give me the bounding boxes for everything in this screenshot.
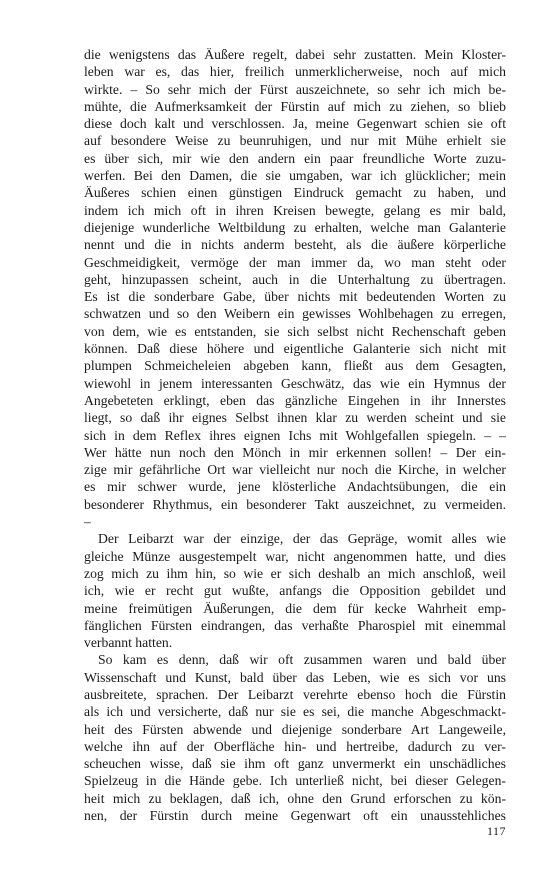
text-line: verbannt hatten. <box>84 635 173 651</box>
text-line: heit des Fürsten abwende und diejenige sonderbare Art Langeweile, <box>84 721 506 737</box>
text-line: ausbreitete, sprachen. Der Leibarzt verehrte ebenso hoch die Fürstin <box>84 686 506 702</box>
text-line: zige mir gefährliche Ort war vielleicht nur noch die Kirche, in welcher <box>84 462 506 478</box>
text-line: ich, wie er recht gut wußte, anfangs die Opposition gebildet und <box>84 583 506 599</box>
text-line: zog mich zu ihm hin, so wie er sich deshalb an mich anschloß, weil <box>84 565 506 581</box>
text-line: besonderer Rhythmus, ein besonderer Takt auszeichnet, zu vermeiden. <box>84 496 506 512</box>
text-line: Geschmeidigkeit, vermöge der man immer da, wo man steht oder <box>84 254 506 270</box>
page-number: 117 <box>486 824 506 838</box>
text-line: sich in dem Reflex ihres eignen Ichs mit Wohlgefallen spiegeln. – – <box>84 427 506 443</box>
text-line: plumpen Schmeicheleien abgeben kann, fließt aus dem Gesagten, <box>84 358 506 374</box>
text-line: Wissenschaft und Kunst, bald über das Leben, wie es sich vor uns <box>84 669 506 685</box>
text-line: meine freimütigen Äußerungen, die dem für kecke Wahrheit emp- <box>84 600 506 616</box>
text-line: fänglichen Fürsten eindrangen, das verhaßte Pharospiel mit einemmal <box>84 617 506 633</box>
text-line: indem ich mich oft in ihren Kreisen bewegte, gelang es mir bald, <box>84 202 506 218</box>
text-line: mühte, die Aufmerksamkeit der Fürstin auf mich zu ziehen, so blieb <box>84 98 506 114</box>
text-line: heit mich zu beklagen, daß ich, ohne den Grund erforschen zu kön- <box>84 790 506 806</box>
text-line: geht, hinzupassen scheint, auch in die Unterhaltung zu übertragen. <box>84 271 506 287</box>
text-line: Angebeteten erklingt, eben das gänzliche Eingehen in ihr Innerstes <box>84 392 506 408</box>
text-line: es mir schwer wurde, jene klösterliche Andachtsübungen, die ein <box>84 479 506 495</box>
text-line: Der Leibarzt war der einzige, der das Gepräge, womit alles wie <box>98 531 506 547</box>
text-line: wiewohl in jenem interessanten Geschwätz, das wie ein Hymnus der <box>84 375 506 391</box>
text-line: nen, der Fürstin durch meine Gegenwart oft ein unausstehliches <box>84 808 506 824</box>
text-line: scheuchen wisse, daß sie ihm oft ganz unvermerkt ein unschädliches <box>84 756 506 772</box>
text-line: können. Daß diese höhere und eigentliche Galanterie sich nicht mit <box>84 341 506 357</box>
body-text <box>84 46 506 824</box>
text-line: es über sich, mir wie den andern ein paar freundliche Worte zuzu- <box>84 150 506 166</box>
text-line: Es ist die sonderbare Gabe, über nichts mit bedeutenden Worten zu <box>84 289 506 305</box>
text-line: gleiche Münze ausgestempelt war, nicht angenommen hatte, und dies <box>84 548 506 564</box>
text-line: welche ihn auf der Oberfläche hin- und hertreibe, dadurch zu ver- <box>84 738 506 754</box>
text-line: So kam es denn, daß wir oft zusammen waren und bald über <box>98 652 506 668</box>
text-line: Äußeres schien einen günstigen Eindruck gemacht zu haben, und <box>84 185 506 201</box>
text-line: diejenige wunderliche Weltbildung zu erhalten, welche man Galanterie <box>84 219 506 235</box>
text-line: werfen. Bei den Damen, die sie umgaben, war ich glücklicher; mein <box>84 168 506 184</box>
text-line: leben war es, das hier, freilich unmerklicherweise, noch auf mich <box>84 64 506 80</box>
text-line: diese doch kalt und verschlossen. Ja, meine Gegenwart schien sie oft <box>84 116 506 132</box>
text-line: als ich und versicherte, daß nur sie es sei, die manche Abgeschmackt- <box>84 704 506 720</box>
text-line: schwatzen und so den Weibern ein gewisses Wohlbehagen zu erregen, <box>84 306 506 322</box>
text-line: auf besondere Weise zu beunruhigen, und nur mit Mühe erhielt sie <box>84 133 506 149</box>
text-line: liegt, so daß ihr eignes Selbst ihnen klar zu werden scheint und sie <box>84 410 506 426</box>
text-line: – <box>84 514 91 530</box>
text-line: wirkte. – So sehr mich der Fürst auszeichnete, so sehr ich mich be- <box>84 81 506 97</box>
text-line: Wer hätte nun noch den Mönch in mir erkennen sollen! – Der ein- <box>84 444 506 460</box>
text-line: Spielzeug in die Hände gebe. Ich unterließ nicht, bei dieser Gelegen- <box>84 773 506 789</box>
text-line: nennt und die in nichts anderm besteht, als die äußere körperliche <box>84 237 506 253</box>
text-line: von dem, wie es entstanden, sie sich selbst nicht Rechenschaft geben <box>84 323 506 339</box>
text-line: die wenigstens das Äußere regelt, dabei sehr zustatten. Mein Kloster- <box>84 47 506 62</box>
